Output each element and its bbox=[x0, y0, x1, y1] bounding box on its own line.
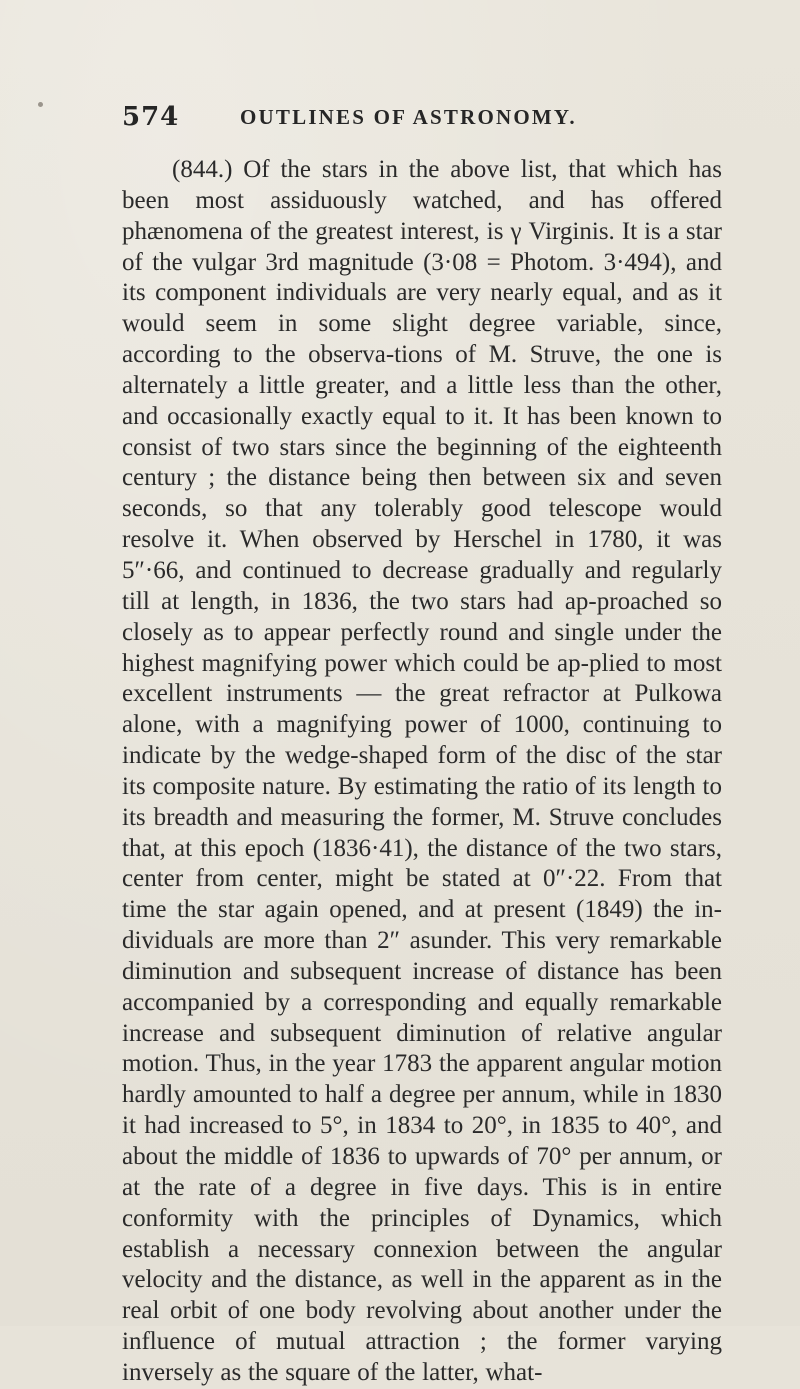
page-number: 574 bbox=[122, 102, 180, 132]
body-paragraph: (844.) Of the stars in the above list, that which has been most assiduously watched, and has offered phænomena of the greatest interest, is γ Virginis. It is a star of the vulgar 3rd magnitude (3·08 = Photom. 3·494), and its component individuals are very nearly equal, and as it would seem in some slight degree variable, since, according to the observa-tions of M. Struve, the one is alternately a little greater, and a little less than the other, and occasionally exactly equal to it. It has been known to consist of two stars since the beginning of the eighteenth century ; the distance being then between six and seven seconds, so that any tolerably good telescope would resolve it. When observed by Herschel in 1780, it was 5″·66, and continued to decrease gradually and regularly till at length, in 1836, the two stars had ap-proached so closely as to appear perfectly round and single under the highest magnifying power which could be ap-plied to most excellent instruments — the great refractor at Pulkowa alone, with a magnifying power of 1000, continuing to indicate by the wedge-shaped form of the disc of the star its composite nature. By estimating the ratio of its length to its breadth and measuring the former, M. Struve concludes that, at this epoch (1836·41), the distance of the two stars, center from center, might be stated at 0″·22. From that time the star again opened, and at present (1849) the in-dividuals are more than 2″ asunder. This very remarkable diminution and subsequent increase of distance has been accompanied by a corresponding and equally remarkable increase and subsequent diminution of relative angular motion. Thus, in the year 1783 the apparent angular motion hardly amounted to half a degree per annum, while in 1830 it had increased to 5°, in 1834 to 20°, in 1835 to 40°, and about the middle of 1836 to upwards of 70° per annum, or at the rate of a degree in five days. This is in entire conformity with the principles of Dynamics, which establish a necessary connexion between the angular velocity and the distance, as well in the apparent as in the real orbit of one body revolving about another under the influence of mutual attraction ; the former varying inversely as the square of the latter, what- bbox=[122, 156, 722, 1386]
page-header bbox=[122, 102, 722, 142]
paper-speck bbox=[38, 102, 43, 107]
running-title: OUTLINES OF ASTRONOMY. bbox=[240, 105, 577, 129]
